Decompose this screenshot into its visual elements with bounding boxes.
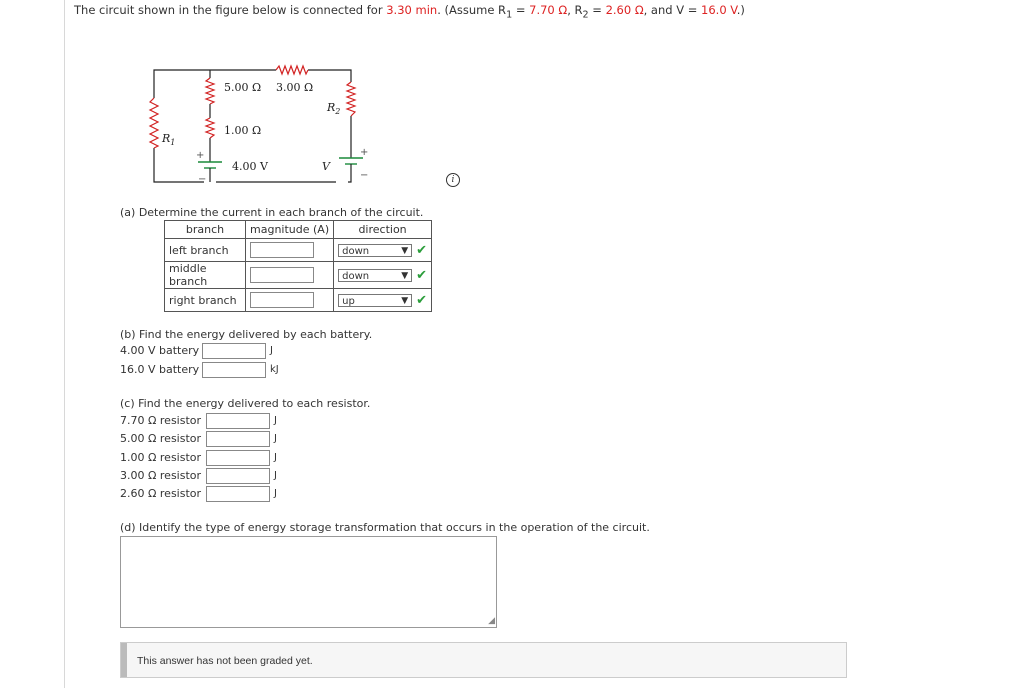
info-icon[interactable]: i — [446, 173, 460, 187]
chevron-down-icon: ▼ — [401, 295, 409, 306]
energy-input-1ohm[interactable] — [206, 450, 270, 466]
resistor-label: 2.60 Ω resistor — [120, 487, 202, 500]
minus-sign-v: − — [360, 170, 369, 181]
table-row — [165, 289, 432, 312]
resistor-r1 — [150, 98, 158, 148]
energy-input-16v-battery[interactable] — [202, 362, 266, 378]
minus-sign-4v: − — [198, 174, 207, 185]
part-b-prompt: (b) Find the energy delivered by each battery. — [120, 328, 373, 341]
unit-label: J — [274, 433, 277, 444]
plus-sign-4v: + — [196, 150, 205, 161]
branch-label: middle branch — [165, 262, 246, 289]
unit-label: J — [274, 452, 277, 463]
label-r2: $R_2$ — [327, 101, 341, 116]
header-magnitude: magnitude (A) — [246, 221, 334, 239]
chevron-down-icon: ▼ — [401, 245, 409, 256]
problem-statement: The circuit shown in the figure below is connected for 3.30 min. (Assume $R_1 = 7.70$ Ω, $R_2 = 2.60$ Ω, and V = 16.0 V.) — [74, 3, 745, 21]
unit-label: J — [274, 470, 277, 481]
unit-label: kJ — [270, 364, 279, 375]
resistor-label: 1.00 Ω resistor — [120, 451, 202, 464]
unit-label: J — [274, 488, 277, 499]
grading-status-box — [120, 642, 847, 678]
table-row — [165, 262, 432, 289]
answer-textarea[interactable] — [120, 536, 497, 628]
direction-select-middle[interactable]: down ▼ — [338, 269, 412, 282]
label-v: V — [322, 160, 330, 173]
resistor-label: 5.00 Ω resistor — [120, 432, 202, 445]
label-5ohm: 5.00 Ω — [224, 81, 262, 94]
battery-symbols — [198, 158, 363, 168]
magnitude-input-left[interactable] — [250, 242, 314, 258]
unit-label: J — [274, 415, 277, 426]
battery-16v-label: 16.0 V battery — [120, 363, 200, 376]
check-icon: ✔ — [416, 267, 428, 283]
table-row — [165, 239, 432, 262]
energy-input-5ohm[interactable] — [206, 431, 270, 447]
magnitude-input-right[interactable] — [250, 292, 314, 308]
direction-select-right[interactable]: up ▼ — [338, 294, 412, 307]
check-icon: ✔ — [416, 242, 428, 258]
status-bar — [121, 643, 127, 677]
energy-input-r1[interactable] — [206, 413, 270, 429]
branch-label: left branch — [165, 239, 246, 262]
magnitude-input-middle[interactable] — [250, 267, 314, 283]
resize-grip-icon[interactable]: ◢ — [488, 616, 495, 626]
label-4v: 4.00 V — [232, 160, 268, 173]
part-c-prompt: (c) Find the energy delivered to each resistor. — [120, 397, 371, 410]
resistor-3ohm — [276, 66, 308, 74]
label-r1: $R_1$ — [162, 132, 176, 147]
part-d-prompt: (d) Identify the type of energy storage transformation that occurs in the operation of the circuit. — [120, 521, 650, 534]
part-a-prompt: (a) Determine the current in each branch of the circuit. — [120, 206, 424, 219]
resistor-1ohm — [206, 118, 214, 138]
label-1ohm: 1.00 Ω — [224, 124, 262, 137]
direction-select-left[interactable]: down ▼ — [338, 244, 412, 257]
chevron-down-icon: ▼ — [401, 270, 409, 281]
resistor-r2 — [347, 82, 355, 116]
header-branch: branch — [165, 221, 246, 239]
header-direction: direction — [334, 221, 432, 239]
energy-input-4v-battery[interactable] — [202, 343, 266, 359]
plus-sign-v: + — [360, 147, 369, 158]
resistor-label: 3.00 Ω resistor — [120, 469, 202, 482]
unit-label: J — [270, 345, 273, 356]
grading-status-text: This answer has not been graded yet. — [137, 655, 313, 667]
check-icon: ✔ — [416, 292, 428, 308]
resistor-label: 7.70 Ω resistor — [120, 414, 202, 427]
branch-label: right branch — [165, 289, 246, 312]
circuit-diagram — [140, 58, 390, 188]
energy-input-3ohm[interactable] — [206, 468, 270, 484]
battery-4v-label: 4.00 V battery — [120, 344, 200, 357]
label-3ohm: 3.00 Ω — [276, 81, 314, 94]
branch-table — [164, 220, 432, 312]
energy-input-r2[interactable] — [206, 486, 270, 502]
resistor-5ohm — [206, 78, 214, 104]
